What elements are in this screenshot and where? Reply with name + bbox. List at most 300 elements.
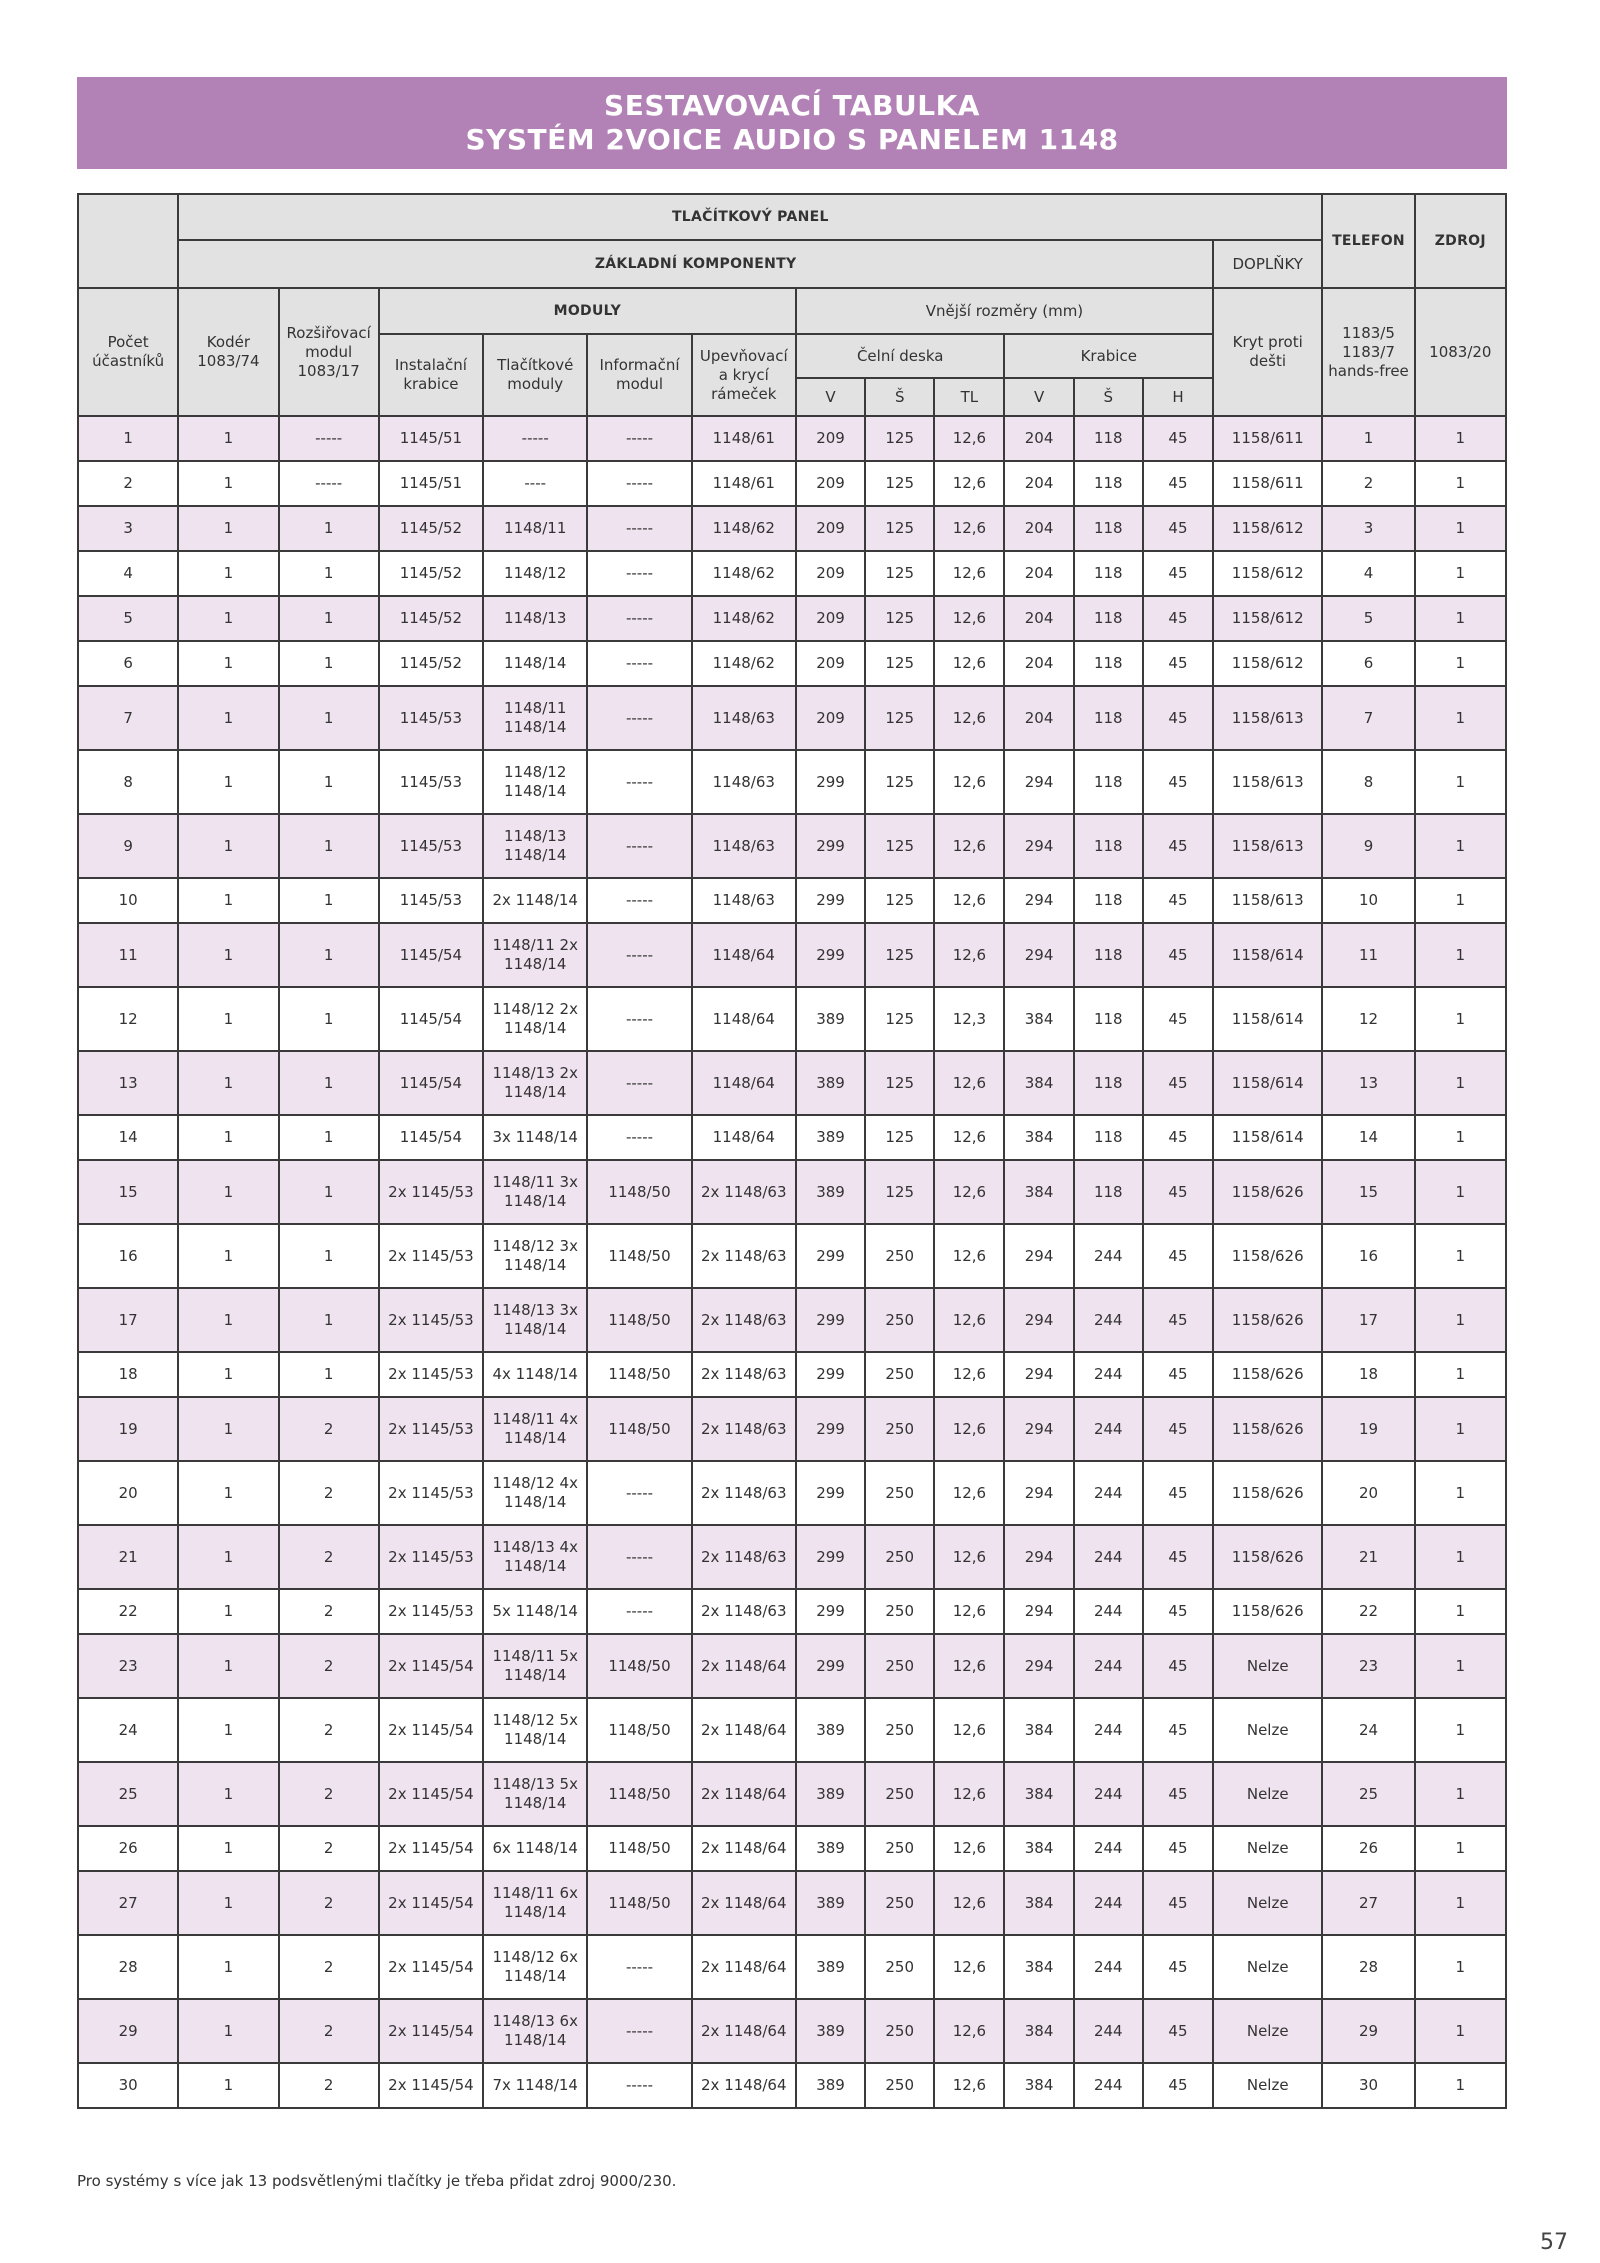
table-cell: 1 bbox=[1415, 2063, 1506, 2108]
table-cell: 1 bbox=[1415, 641, 1506, 686]
table-cell: 1 bbox=[1415, 1461, 1506, 1525]
header-vnejsi-rozmery: Vnější rozměry (mm) bbox=[796, 288, 1213, 334]
table-cell: 1158/613 bbox=[1213, 686, 1322, 750]
table-cell: 250 bbox=[865, 1224, 934, 1288]
table-cell: 11 bbox=[78, 923, 178, 987]
table-cell: 11 bbox=[1322, 923, 1414, 987]
table-cell: 22 bbox=[1322, 1589, 1414, 1634]
table-cell: 204 bbox=[1004, 461, 1073, 506]
table-cell: 299 bbox=[796, 1461, 865, 1525]
table-cell: 244 bbox=[1074, 1871, 1143, 1935]
table-cell: 12,6 bbox=[934, 1288, 1004, 1352]
table-cell: 12,6 bbox=[934, 878, 1004, 923]
table-cell: 3 bbox=[78, 506, 178, 551]
table-cell: 2x 1148/64 bbox=[692, 1871, 796, 1935]
table-cell: 1148/12 1148/14 bbox=[483, 750, 587, 814]
table-cell: 244 bbox=[1074, 1698, 1143, 1762]
table-cell: 12,6 bbox=[934, 1525, 1004, 1589]
table-cell: 1 bbox=[279, 750, 379, 814]
table-cell: 384 bbox=[1004, 2063, 1073, 2108]
table-cell: 1 bbox=[1415, 1698, 1506, 1762]
table-cell: ----- bbox=[587, 1115, 691, 1160]
table-cell: 118 bbox=[1074, 461, 1143, 506]
table-row bbox=[78, 1871, 1506, 1935]
table-cell: 1148/11 5x 1148/14 bbox=[483, 1634, 587, 1698]
table-cell: 45 bbox=[1143, 878, 1213, 923]
table-cell: 18 bbox=[1322, 1352, 1414, 1397]
table-cell: ----- bbox=[587, 1935, 691, 1999]
table-cell: 1148/11 3x 1148/14 bbox=[483, 1160, 587, 1224]
table-cell: 2x 1145/53 bbox=[379, 1352, 483, 1397]
table-cell: 2x 1145/53 bbox=[379, 1288, 483, 1352]
table-cell: ----- bbox=[587, 750, 691, 814]
table-cell: 12,6 bbox=[934, 1051, 1004, 1115]
table-cell: 209 bbox=[796, 686, 865, 750]
table-row bbox=[78, 814, 1506, 878]
table-cell: 1 bbox=[178, 1634, 278, 1698]
table-cell: 1158/626 bbox=[1213, 1224, 1322, 1288]
table-cell: 10 bbox=[1322, 878, 1414, 923]
table-cell: 5 bbox=[1322, 596, 1414, 641]
table-cell: 1158/626 bbox=[1213, 1288, 1322, 1352]
table-cell: 1148/12 5x 1148/14 bbox=[483, 1698, 587, 1762]
table-cell: 1148/13 6x 1148/14 bbox=[483, 1999, 587, 2063]
table-cell: 1 bbox=[178, 1160, 278, 1224]
table-cell: Nelze bbox=[1213, 1826, 1322, 1871]
table-cell: 389 bbox=[796, 2063, 865, 2108]
table-cell: 389 bbox=[796, 1999, 865, 2063]
table-cell: 45 bbox=[1143, 1999, 1213, 2063]
table-cell: 1 bbox=[1415, 1224, 1506, 1288]
table-cell: ----- bbox=[587, 923, 691, 987]
table-cell: 1 bbox=[279, 1115, 379, 1160]
table-cell: 2x 1148/14 bbox=[483, 878, 587, 923]
table-cell: 1148/50 bbox=[587, 1288, 691, 1352]
table-cell: 12,6 bbox=[934, 1999, 1004, 2063]
table-cell: 12,6 bbox=[934, 1352, 1004, 1397]
header-kryt: Kryt proti dešti bbox=[1213, 288, 1322, 416]
table-row bbox=[78, 641, 1506, 686]
table-cell: 209 bbox=[796, 506, 865, 551]
table-cell: 1158/626 bbox=[1213, 1589, 1322, 1634]
table-cell: ----- bbox=[587, 551, 691, 596]
table-cell: 1 bbox=[178, 641, 278, 686]
table-cell: 1145/54 bbox=[379, 987, 483, 1051]
table-cell: 12,6 bbox=[934, 686, 1004, 750]
table-cell: ---- bbox=[483, 461, 587, 506]
table-cell: 1158/614 bbox=[1213, 1051, 1322, 1115]
table-cell: 250 bbox=[865, 1461, 934, 1525]
header-tl: TL bbox=[934, 378, 1004, 416]
table-cell: 389 bbox=[796, 1871, 865, 1935]
table-cell: ----- bbox=[587, 506, 691, 551]
table-cell: 244 bbox=[1074, 1634, 1143, 1698]
table-cell: 14 bbox=[78, 1115, 178, 1160]
table-cell: ----- bbox=[587, 1589, 691, 1634]
table-cell: 125 bbox=[865, 551, 934, 596]
table-cell: 389 bbox=[796, 1826, 865, 1871]
table-cell: 1148/50 bbox=[587, 1160, 691, 1224]
table-cell: 118 bbox=[1074, 551, 1143, 596]
table-cell: 1 bbox=[178, 1461, 278, 1525]
table-cell: 20 bbox=[1322, 1461, 1414, 1525]
table-cell: 8 bbox=[1322, 750, 1414, 814]
table-cell: ----- bbox=[587, 1999, 691, 2063]
table-cell: ----- bbox=[587, 1461, 691, 1525]
table-cell: 118 bbox=[1074, 878, 1143, 923]
table-cell: 2x 1145/54 bbox=[379, 1698, 483, 1762]
table-row bbox=[78, 416, 1506, 461]
table-cell: 1158/626 bbox=[1213, 1461, 1322, 1525]
table-cell: 118 bbox=[1074, 987, 1143, 1051]
table-cell: 389 bbox=[796, 987, 865, 1051]
table-cell: 1 bbox=[279, 596, 379, 641]
table-cell: 27 bbox=[1322, 1871, 1414, 1935]
table-cell: 28 bbox=[78, 1935, 178, 1999]
table-cell: 1148/50 bbox=[587, 1762, 691, 1826]
table-cell: 12,6 bbox=[934, 814, 1004, 878]
table-cell: 244 bbox=[1074, 1525, 1143, 1589]
table-row bbox=[78, 1525, 1506, 1589]
table-cell: 15 bbox=[1322, 1160, 1414, 1224]
table-cell: 45 bbox=[1143, 750, 1213, 814]
table-cell: 1148/50 bbox=[587, 1634, 691, 1698]
table-cell: 384 bbox=[1004, 1698, 1073, 1762]
table-cell: 125 bbox=[865, 416, 934, 461]
table-cell: 125 bbox=[865, 686, 934, 750]
table-cell: 244 bbox=[1074, 2063, 1143, 2108]
table-cell: 294 bbox=[1004, 1461, 1073, 1525]
table-cell: 1 bbox=[279, 506, 379, 551]
table-cell: 1 bbox=[1415, 1999, 1506, 2063]
table-cell: 1148/12 bbox=[483, 551, 587, 596]
table-body bbox=[78, 416, 1506, 2108]
table-row bbox=[78, 1224, 1506, 1288]
table-cell: 1158/611 bbox=[1213, 461, 1322, 506]
table-cell: 10 bbox=[78, 878, 178, 923]
table-cell: 1 bbox=[178, 878, 278, 923]
table-cell: 1148/61 bbox=[692, 461, 796, 506]
table-cell: 12 bbox=[1322, 987, 1414, 1051]
table-cell: 1 bbox=[178, 461, 278, 506]
header-doplnky: DOPLŇKY bbox=[1213, 240, 1322, 288]
table-cell: 1148/13 bbox=[483, 596, 587, 641]
table-cell: 250 bbox=[865, 1397, 934, 1461]
table-cell: 2 bbox=[279, 1698, 379, 1762]
table-cell: ----- bbox=[587, 596, 691, 641]
table-cell: 1 bbox=[178, 1352, 278, 1397]
table-cell: 2 bbox=[279, 1634, 379, 1698]
table-cell: 12,6 bbox=[934, 750, 1004, 814]
table-row bbox=[78, 1352, 1506, 1397]
table-cell: 1145/54 bbox=[379, 1115, 483, 1160]
table-cell: 16 bbox=[1322, 1224, 1414, 1288]
table-cell: 125 bbox=[865, 461, 934, 506]
table-cell: 2x 1148/63 bbox=[692, 1525, 796, 1589]
table-cell: 2x 1148/64 bbox=[692, 1826, 796, 1871]
table-cell: 1 bbox=[178, 1589, 278, 1634]
table-cell: 4 bbox=[78, 551, 178, 596]
table-cell: 2x 1145/53 bbox=[379, 1160, 483, 1224]
table-cell: 14 bbox=[1322, 1115, 1414, 1160]
table-cell: 1 bbox=[178, 506, 278, 551]
table-cell: 2 bbox=[279, 1461, 379, 1525]
table-cell: 1148/13 1148/14 bbox=[483, 814, 587, 878]
table-cell: 1145/51 bbox=[379, 461, 483, 506]
table-cell: 24 bbox=[1322, 1698, 1414, 1762]
header-telefon-models: 1183/5 1183/7 hands-free bbox=[1322, 288, 1414, 416]
table-cell: 1158/612 bbox=[1213, 506, 1322, 551]
table-cell: 1 bbox=[178, 923, 278, 987]
table-cell: 1 bbox=[279, 814, 379, 878]
table-cell: 45 bbox=[1143, 1115, 1213, 1160]
table-cell: 244 bbox=[1074, 1461, 1143, 1525]
table-cell: 30 bbox=[78, 2063, 178, 2108]
table-cell: 1158/626 bbox=[1213, 1397, 1322, 1461]
header-tlacitkove: Tlačítkové moduly bbox=[483, 334, 587, 416]
table-cell: 250 bbox=[865, 1698, 934, 1762]
table-cell: 27 bbox=[78, 1871, 178, 1935]
table-cell: 299 bbox=[796, 1352, 865, 1397]
table-cell: 1145/53 bbox=[379, 686, 483, 750]
table-cell: ----- bbox=[587, 878, 691, 923]
table-cell: 45 bbox=[1143, 1698, 1213, 1762]
table-cell: ----- bbox=[279, 461, 379, 506]
table-cell: ----- bbox=[587, 641, 691, 686]
table-cell: 118 bbox=[1074, 1051, 1143, 1115]
table-row bbox=[78, 1634, 1506, 1698]
table-cell: 384 bbox=[1004, 1051, 1073, 1115]
table-cell: 19 bbox=[78, 1397, 178, 1461]
table-cell: 2 bbox=[279, 1397, 379, 1461]
table-cell: 4 bbox=[1322, 551, 1414, 596]
table-cell: 1148/13 2x 1148/14 bbox=[483, 1051, 587, 1115]
table-cell: 1 bbox=[178, 1698, 278, 1762]
header-s2: Š bbox=[1074, 378, 1143, 416]
table-cell: 299 bbox=[796, 814, 865, 878]
table-cell: 299 bbox=[796, 1634, 865, 1698]
table-cell: 2x 1148/64 bbox=[692, 1634, 796, 1698]
table-cell: 12,6 bbox=[934, 1461, 1004, 1525]
table-cell: 2x 1145/54 bbox=[379, 1935, 483, 1999]
table-cell: 45 bbox=[1143, 416, 1213, 461]
table-cell: 23 bbox=[78, 1634, 178, 1698]
table-cell: 1 bbox=[1415, 878, 1506, 923]
table-cell: 384 bbox=[1004, 1160, 1073, 1224]
table-cell: 1158/613 bbox=[1213, 814, 1322, 878]
table-cell: 1 bbox=[279, 551, 379, 596]
table-cell: 25 bbox=[78, 1762, 178, 1826]
table-cell: 118 bbox=[1074, 641, 1143, 686]
table-cell: 299 bbox=[796, 878, 865, 923]
table-cell: 250 bbox=[865, 1634, 934, 1698]
table-cell: 45 bbox=[1143, 551, 1213, 596]
table-cell: 2x 1148/63 bbox=[692, 1288, 796, 1352]
table-cell: 45 bbox=[1143, 1224, 1213, 1288]
table-cell: 28 bbox=[1322, 1935, 1414, 1999]
table-cell: 45 bbox=[1143, 814, 1213, 878]
table-cell: 1145/53 bbox=[379, 750, 483, 814]
table-cell: 125 bbox=[865, 1160, 934, 1224]
table-cell: 1 bbox=[1322, 416, 1414, 461]
table-cell: 299 bbox=[796, 1397, 865, 1461]
table-cell: 3 bbox=[1322, 506, 1414, 551]
table-cell: 294 bbox=[1004, 1589, 1073, 1634]
table-cell: 24 bbox=[78, 1698, 178, 1762]
table-cell: 45 bbox=[1143, 1935, 1213, 1999]
table-cell: 1148/12 2x 1148/14 bbox=[483, 987, 587, 1051]
table-cell: 2 bbox=[279, 1871, 379, 1935]
table-row bbox=[78, 506, 1506, 551]
table-cell: 1148/11 2x 1148/14 bbox=[483, 923, 587, 987]
table-cell: 1 bbox=[1415, 686, 1506, 750]
table-cell: 244 bbox=[1074, 1397, 1143, 1461]
table-cell: 12,6 bbox=[934, 1762, 1004, 1826]
table-cell: 244 bbox=[1074, 1288, 1143, 1352]
table-cell: 45 bbox=[1143, 461, 1213, 506]
table-cell: 294 bbox=[1004, 1288, 1073, 1352]
table-cell: 45 bbox=[1143, 1762, 1213, 1826]
table-cell: 45 bbox=[1143, 1525, 1213, 1589]
table-cell: 2x 1145/54 bbox=[379, 2063, 483, 2108]
table-cell: 6 bbox=[78, 641, 178, 686]
table-cell: ----- bbox=[587, 686, 691, 750]
table-cell: 125 bbox=[865, 750, 934, 814]
table-cell: ----- bbox=[587, 1051, 691, 1115]
table-cell: 1158/626 bbox=[1213, 1525, 1322, 1589]
table-cell: 118 bbox=[1074, 750, 1143, 814]
table-row bbox=[78, 1461, 1506, 1525]
table-cell: 2 bbox=[279, 1762, 379, 1826]
table-cell: 1145/52 bbox=[379, 551, 483, 596]
table-cell: 45 bbox=[1143, 1051, 1213, 1115]
header-rozsirovaci: Rozšiřovací modul 1083/17 bbox=[279, 288, 379, 416]
table-cell: 2x 1148/63 bbox=[692, 1352, 796, 1397]
table-cell: 1148/50 bbox=[587, 1871, 691, 1935]
table-cell: 1148/64 bbox=[692, 923, 796, 987]
header-h: H bbox=[1143, 378, 1213, 416]
table-cell: 12,6 bbox=[934, 1634, 1004, 1698]
table-cell: 1148/50 bbox=[587, 1352, 691, 1397]
table-cell: 299 bbox=[796, 750, 865, 814]
table-row bbox=[78, 1935, 1506, 1999]
table-cell: 250 bbox=[865, 1288, 934, 1352]
table-cell: 2x 1145/53 bbox=[379, 1525, 483, 1589]
table-cell: 2 bbox=[279, 1826, 379, 1871]
table-cell: 22 bbox=[78, 1589, 178, 1634]
table-row bbox=[78, 1051, 1506, 1115]
table-cell: 384 bbox=[1004, 1935, 1073, 1999]
table-cell: 1145/53 bbox=[379, 878, 483, 923]
table-cell: 244 bbox=[1074, 1589, 1143, 1634]
table-cell: 1 bbox=[279, 1288, 379, 1352]
table-cell: 2x 1148/64 bbox=[692, 1762, 796, 1826]
table-cell: 250 bbox=[865, 1525, 934, 1589]
table-cell: 294 bbox=[1004, 923, 1073, 987]
table-cell: 1148/64 bbox=[692, 1115, 796, 1160]
table-cell: 2x 1148/63 bbox=[692, 1461, 796, 1525]
table-cell: 9 bbox=[1322, 814, 1414, 878]
table-cell: 1 bbox=[178, 814, 278, 878]
table-cell: 45 bbox=[1143, 923, 1213, 987]
table-cell: 1 bbox=[279, 1224, 379, 1288]
table-cell: 1145/52 bbox=[379, 641, 483, 686]
table-cell: 1 bbox=[1415, 1935, 1506, 1999]
table-cell: 1 bbox=[279, 987, 379, 1051]
table-cell: 1 bbox=[178, 1397, 278, 1461]
table-cell: 125 bbox=[865, 596, 934, 641]
table-cell: 5x 1148/14 bbox=[483, 1589, 587, 1634]
table-cell: 250 bbox=[865, 2063, 934, 2108]
table-cell: 294 bbox=[1004, 750, 1073, 814]
table-cell: 1 bbox=[1415, 596, 1506, 641]
table-cell: 1 bbox=[178, 1224, 278, 1288]
table-cell: 16 bbox=[78, 1224, 178, 1288]
table-cell: 1148/62 bbox=[692, 506, 796, 551]
table-cell: 1158/626 bbox=[1213, 1160, 1322, 1224]
table-cell: 2x 1145/54 bbox=[379, 1634, 483, 1698]
table-row bbox=[78, 1589, 1506, 1634]
table-cell: 1 bbox=[178, 1871, 278, 1935]
table-cell: 1 bbox=[279, 686, 379, 750]
table-cell: 2 bbox=[279, 1999, 379, 2063]
table-row bbox=[78, 1115, 1506, 1160]
table-row bbox=[78, 2063, 1506, 2108]
table-cell: 125 bbox=[865, 923, 934, 987]
table-cell: 1 bbox=[1415, 1871, 1506, 1935]
table-cell: 12,3 bbox=[934, 987, 1004, 1051]
table-cell: 2x 1145/54 bbox=[379, 1999, 483, 2063]
table-cell: 1158/613 bbox=[1213, 750, 1322, 814]
table-cell: 13 bbox=[78, 1051, 178, 1115]
table-cell: 2x 1148/64 bbox=[692, 1698, 796, 1762]
table-cell: 1 bbox=[1415, 814, 1506, 878]
table-row bbox=[78, 750, 1506, 814]
table-cell: 1 bbox=[1415, 987, 1506, 1051]
table-cell: 1158/612 bbox=[1213, 551, 1322, 596]
table-row bbox=[78, 987, 1506, 1051]
table-cell: 45 bbox=[1143, 1160, 1213, 1224]
header-upevnovaci: Upevňovací a krycí rámeček bbox=[692, 334, 796, 416]
table-cell: 45 bbox=[1143, 686, 1213, 750]
table-cell: 1 bbox=[279, 1352, 379, 1397]
table-cell: 244 bbox=[1074, 1352, 1143, 1397]
header-pocet: Počet účastníků bbox=[78, 288, 178, 416]
table-cell: 209 bbox=[796, 596, 865, 641]
table-cell: 250 bbox=[865, 1999, 934, 2063]
table-cell: 1145/52 bbox=[379, 506, 483, 551]
table-cell: 118 bbox=[1074, 923, 1143, 987]
header-v1: V bbox=[796, 378, 865, 416]
table-cell: 19 bbox=[1322, 1397, 1414, 1461]
page-number: 57 bbox=[1540, 2230, 1568, 2255]
table-cell: 45 bbox=[1143, 596, 1213, 641]
table-cell: 7x 1148/14 bbox=[483, 2063, 587, 2108]
table-cell: 12,6 bbox=[934, 1397, 1004, 1461]
table-cell: 45 bbox=[1143, 1826, 1213, 1871]
table-cell: 12,6 bbox=[934, 2063, 1004, 2108]
table-cell: 6x 1148/14 bbox=[483, 1826, 587, 1871]
table-cell: 2 bbox=[1322, 461, 1414, 506]
header-zakladni-komponenty: ZÁKLADNÍ KOMPONENTY bbox=[178, 240, 1213, 288]
table-cell: 12,6 bbox=[934, 1224, 1004, 1288]
table-cell: 1148/63 bbox=[692, 878, 796, 923]
table-cell: 1158/612 bbox=[1213, 641, 1322, 686]
table-cell: 26 bbox=[1322, 1826, 1414, 1871]
table-cell: 1 bbox=[1415, 1826, 1506, 1871]
table-cell: 1 bbox=[178, 416, 278, 461]
table-cell: 7 bbox=[1322, 686, 1414, 750]
